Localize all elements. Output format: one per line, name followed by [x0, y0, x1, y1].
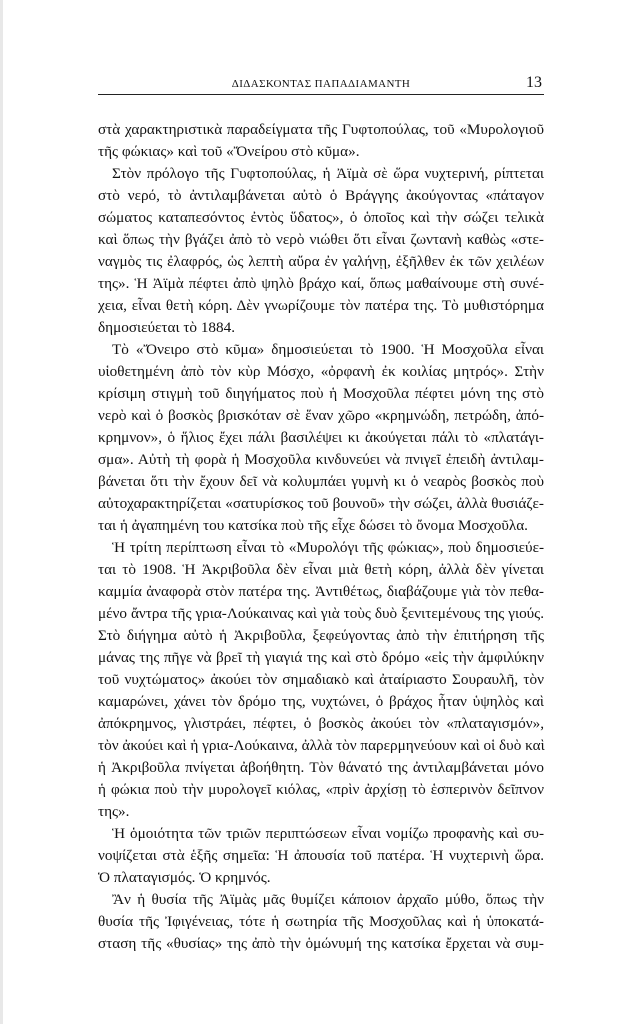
text-line: σμα». Αὐτὴ τὴ φορὰ ἡ Μοσχοῦλα κινδυνεύει νὰ πνιγεῖ ἐπειδὴ ἀντιλαμ- — [98, 451, 544, 468]
text-line: Στὸ διήγημα αὐτὸ ἡ Ἀκριβοῦλα, ξεφεύγοντας ἀπὸ τὴν ἐπιτήρηση τῆς — [98, 627, 544, 644]
text-line: τοῦ νυχτώματος» ἀκούει τὸν σημαδιακὸ καὶ ἀταίριαστο Σουραυλῆ, τὸν — [98, 671, 544, 688]
text-line: της». — [98, 803, 130, 820]
text-line: καμμία ἀναφορὰ στὸν πατέρα της. Ἀντιθέτως, διαβάζουμε γιὰ τὸν πεθα- — [98, 583, 544, 600]
text-line: ἡ φώκια ποὺ τὴν μυρολογεῖ κιόλας, «πρὶν ἀρχίσῃ τὸ ἑσπερινὸν δεῖπνον — [98, 781, 544, 798]
text-line: καὶ ὅπως τὴν βγάζει ἀπὸ τὸ νερὸ νιώθει ὅτι εἶναι ζωντανὴ καθὼς «στε- — [98, 231, 544, 248]
text-line: υἱοθετημένη ἀπὸ τὸν κὺρ Μόσχο, «ὀρφανὴ ἐκ κοιλίας μητρός». Στὴν — [98, 363, 544, 380]
text-line: μάνας της πῆγε νὰ βρεῖ τὴ γιαγιά της καὶ στὸ δρόμο «εἰς τὴν ἀμφιλύκην — [98, 649, 544, 666]
text-line: μένο ἄντρα τῆς γρια-Λούκαινας καὶ γιὰ τοὺς δυὸ ξενιτεμένους της γιούς. — [98, 605, 544, 622]
text-line: νοψίζεται στὰ ἑξῆς σημεῖα: Ἡ ἀπουσία τοῦ πατέρα. Ἡ νυχτερινὴ ὥρα. — [98, 847, 544, 864]
text-line: νερὸ καὶ ὁ βοσκὸς βρισκόταν σὲ ἕναν χῶρο «κρημνώδη, πετρώδη, ἀπό- — [98, 407, 544, 424]
text-line: ται τὸ 1908. Ἡ Ἀκριβοῦλα δὲν εἶναι μιὰ θετὴ κόρη, ἀλλὰ δὲν γίνεται — [98, 561, 544, 578]
text-line: καμαρώνει, χάνει τὸν δρόμο της, νυχτώνει, ὁ βράχος ἦταν ὑψηλὸς καὶ — [98, 693, 544, 710]
text-line: στὰ χαρακτηριστικὰ παραδείγματα τῆς Γυφτοπούλας, τοῦ «Μυρολογιοῦ — [98, 121, 544, 138]
text-line: Ἂν ἡ θυσία τῆς Ἀϊμὰς μᾶς θυμίζει κάποιον ἀρχαῖο μύθο, ὅπως τὴν — [112, 891, 544, 908]
text-line: χεια, εἶναι θετὴ κόρη. Δὲν γνωρίζουμε τὸν πατέρα της. Τὸ μυθιστόρημα — [98, 297, 544, 314]
text-line: θυσία τῆς Ἰφιγένειας, τότε ἡ σωτηρία τῆς Μοσχοῦλας καὶ ἡ ὑποκατά- — [98, 913, 544, 930]
text-line: αὐτοχαρακτηρίζεται «σατυρίσκος τοῦ βουνοῦ» τὴν σώζει, ἀλλὰ θυσιάζε- — [98, 495, 544, 512]
text-line: κρημνον», ὁ ἥλιος ἔχει πάλι βασιλέψει κι ἀκούγεται πάλι τὸ «πλατάγι- — [98, 429, 544, 446]
text-line: δημοσιεύεται τὸ 1884. — [98, 319, 235, 336]
text-line: βάνεται ὅτι τὴν ἔχουν δεῖ νὰ κολυμπάει γυμνὴ κι ὁ νεαρὸς βοσκὸς ποὺ — [98, 473, 544, 490]
text-line: σώματος καταπεσόντος ἐντὸς ὕδατος», ὁ ὁποῖος καὶ τὴν σώζει τελικὰ — [98, 209, 544, 226]
text-line: ναγμὸς τις ἐλαφρός, ὡς λεπτὴ αὔρα ἐν γαλήνῃ, ἐξῆλθεν ἐκ τῶν χειλέων — [98, 253, 544, 270]
text-line: της». Ἡ Ἀϊμὰ πέφτει ἀπὸ ψηλὸ βράχο καί, ὅπως μαθαίνουμε στὴ συνέ- — [98, 275, 544, 292]
text-line: κρίσιμη στιγμὴ τοῦ διηγήματος ποὺ ἡ Μοσχοῦλα πέφτει μόνη της στὸ — [98, 385, 544, 402]
text-line: ἡ Ἀκριβοῦλα πνίγεται ἀβοήθητη. Τὸν θάνατό της ἀντιλαμβάνεται μόνο — [98, 759, 544, 776]
text-line: στὸ νερό, τὸ ἀντιλαμβάνεται αὐτὸ ὁ Βράγγης ἀκούγοντας «πάταγον — [98, 187, 544, 204]
text-line: Τὸ «Ὄνειρο στὸ κῦμα» δημοσιεύεται τὸ 1900. Ἡ Μοσχοῦλα εἶναι — [112, 341, 544, 358]
text-line: Στὸν πρόλογο τῆς Γυφτοπούλας, ἡ Ἀϊμὰ σὲ ὥρα νυχτερινή, ρίπτεται — [112, 165, 544, 182]
body-text — [98, 119, 544, 955]
running-head — [98, 74, 544, 95]
text-line: ἀπόκρημνος, γλιστράει, πέφτει, ὁ βοσκὸς ἀκούει τὸν «πλαταγισμόν», — [98, 715, 544, 732]
page-number: 13 — [526, 74, 542, 91]
running-title: ΔΙΔΑΣΚΟΝΤΑΣ ΠΑΠΑΔΙΑΜΑΝΤΗ — [231, 78, 411, 90]
text-line: τῆς φώκιας» καὶ τοῦ «Ὄνείρου στὸ κῦμα». — [98, 143, 360, 160]
text-line: ται ἡ ἀγαπημένη του κατσίκα ποὺ τῆς εἶχε δώσει τὸ ὄνομα Μοσχοῦλα. — [98, 517, 528, 534]
text-line: σταση τῆς «θυσίας» της ἀπὸ τὴν ὁμώνυμή της κατσίκα ἔρχεται νὰ συμ- — [98, 935, 544, 952]
page-edge-shadow — [0, 0, 3, 1024]
text-line: Ὁ πλαταγισμός. Ὁ κρημνός. — [98, 869, 271, 886]
text-line: Ἡ ὁμοιότητα τῶν τριῶν περιπτώσεων εἶναι νομίζω προφανὴς καὶ συ- — [112, 825, 544, 842]
text-line: τὸν ἀκούει καὶ ἡ γρια-Λούκαινα, ἀλλὰ τὸν παρερμηνεύουν καὶ οἱ δυὸ καὶ — [98, 737, 545, 754]
text-line: Ἡ τρίτη περίπτωση εἶναι τὸ «Μυρολόγι τῆς φώκιας», ποὺ δημοσιεύε- — [112, 539, 544, 556]
